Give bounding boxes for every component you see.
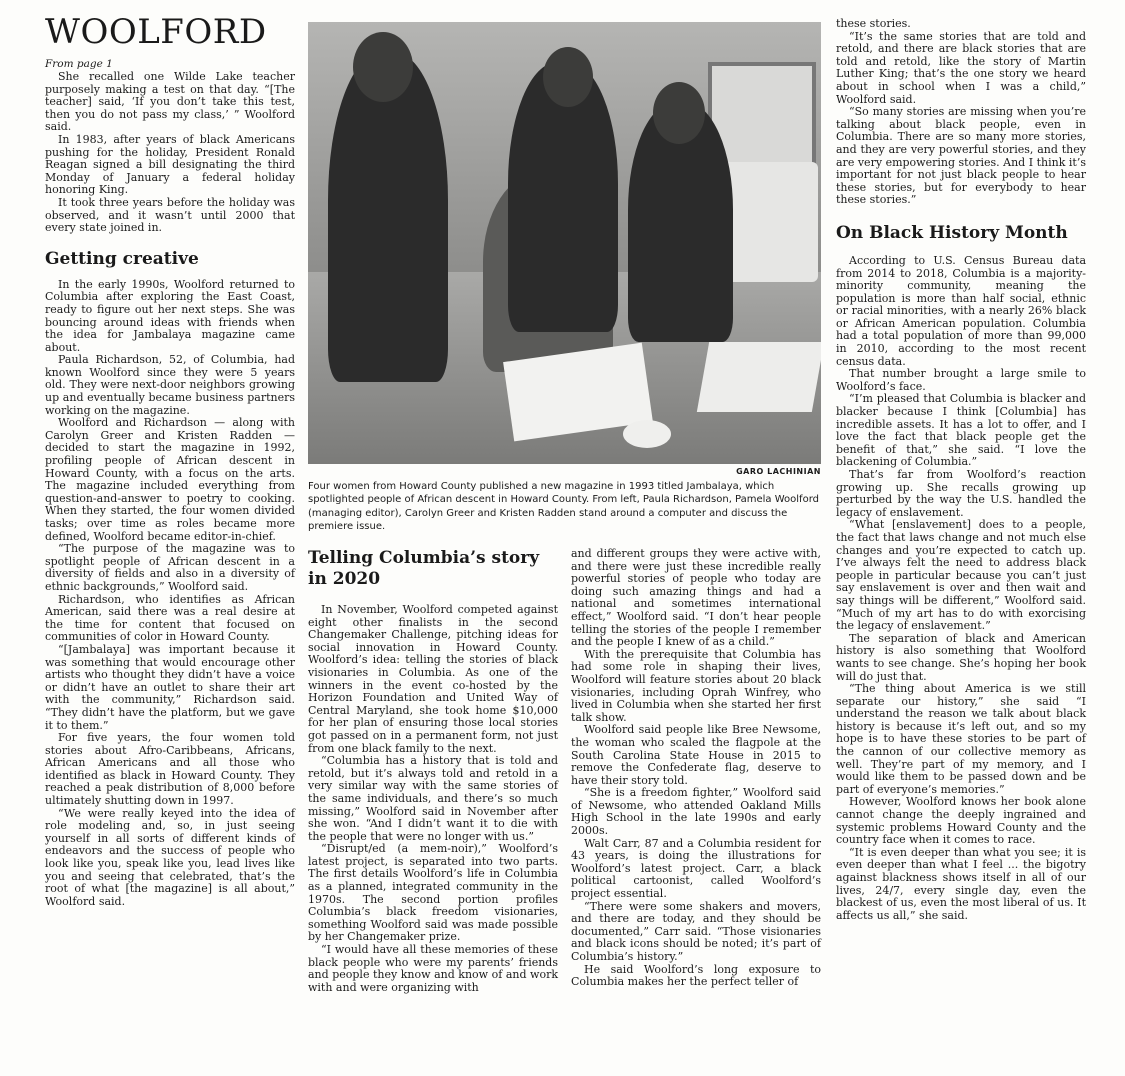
paragraph: He said Woolford’s long exposure to Columbia makes her the perfect teller of [571,962,821,989]
paragraph: In November, Woolford competed against eight other finalists in the second Changemaker Challenge, pitching ideas for social innovation in Howard County. Woolford’s idea: telling the stories of black visionaries in Columbia. As one of the winners in the event co-hosted by the Horizon Foundation and United Way of Central Maryland, she took home $10,000 for her plan of ensuring those local stories got passed on in a permanent form, not just from one black family to the next. [308,603,558,755]
column-3 [571,548,821,989]
paragraph: “What [enslavement] does to a people, the fact that laws change and not much else changes and you’re expected to catch up. I’ve always felt the need to address black people in particular because you can’t just say enslavement is over and then wait and say things will be different,” Woolford said. “Much of my art has to do with exorcising the legacy of enslavement.” [836,518,1086,633]
jump-line: From page 1 [45,58,113,70]
column-1 [45,0,295,908]
photo-keyboard [697,342,821,412]
paragraph: “Disrupt/ed (a mem-noir),” Woolford’s latest project, is separated into two parts. The first details Woolford’s life in Columbia as a planned, integrated community in the 1970s. The second portion profiles Columbia’s black freedom visionaries, something Woolford said was made possible by her Changemaker prize. [308,842,558,944]
paragraph: In 1983, after years of black Americans pushing for the holiday, President Ronald Reagan signed a bill designating the third Monday of January a federal holiday honoring King. [45,132,295,197]
paragraph: With the prerequisite that Columbia has had some role in shaping their lives, Woolford will feature stories about 20 black visionaries, including Oprah Winfrey, who lived in Columbia when she started her first talk show. [571,647,821,724]
photo-caption: Four women from Howard County published a new magazine in 1993 titled Jambalaya, which spotlighted people of African descent in Howard County. From left, Paula Richardson, Pamela Woolford (managing editor), Carolyn Greer and Kristen Radden stand around a computer and discuss the premiere issue. [308,481,819,533]
subhead-telling-columbias-story: Telling Columbia’s story in 2020 [308,548,540,589]
paragraph: “It is even deeper than what you see; it is even deeper than what I feel ... the bigotry against blackness shows itself in all of our lives, 24/7, every single day, even the blackest of us, even the most liberal of us. It affects us all,” she said. [836,845,1086,922]
paragraph: Woolford said people like Bree Newsome, the woman who scaled the flagpole at the South Carolina State House in 2015 to remove the Confederate flag, deserve to have their story told. [571,723,821,787]
paragraph: “The thing about America is we still separate our history,” she said “I understand the reason we talk about black history is because it’s left out, and so my hope is to have these stories to be part of the cannon of our collective memory as well. They’re part of my memory, and I would like them to be passed down and be part of everyone’s memories.” [836,682,1086,796]
paragraph: That’s far from Woolford’s reaction growing up. She recalls growing up perturbed by the way the U.S. handled the legacy of enslavement. [836,468,1086,519]
photo-mouse [623,420,671,448]
paragraph: However, Woolford knows her book alone cannot change the deeply ingrained and systemic problems Howard County and the country face when it comes to race. [836,795,1086,847]
paragraph: “I would have all these memories of these black people who were my parents’ friends and people they know and know of and work with and were organizing with [308,943,558,994]
subhead-getting-creative: Getting creative [45,248,199,269]
paragraph: “I’m pleased that Columbia is blacker and blacker because I think [Columbia] has incredible assets. It has a lot to offer, and I love the fact that black people get the benefit of that,” she said. “I love the blackening of Columbia.” [836,392,1086,469]
column-2 [308,548,558,994]
paragraph: It took three years before the holiday was observed, and it wasn’t until 2000 that every state joined in. [45,195,295,235]
photo-face-3 [543,47,593,107]
paragraph: “[Jambalaya] was important because it was something that would encourage other artists who thought they didn’t have a voice or didn’t have an outlet to share their art with the community,” Richardson said. “They didn’t have the platform, but we gave it to them.” [45,642,295,732]
paragraph: “She is a freedom fighter,” Woolford said of Newsome, who attended Oakland Mills High School in the late 1990s and early 2000s. [571,786,821,838]
paragraph: these stories. [836,17,911,30]
paragraph: That number brought a large smile to Woolford’s face. [836,367,1086,393]
paragraph: Walt Carr, 87 and a Columbia resident for 43 years, is doing the illustrations for Woolford’s latest project. Carr, a black political cartoonist, called Woolford’s project essential. [571,836,821,901]
paragraph: “Columbia has a history that is told and retold, but it’s always told and retold in a very similar way with the same stories of the same individuals, and there’s so much missing,” Woolford said in November after she won. “And I didn’t want it to die with the people that were no longer with us.” [308,754,558,843]
headline: WOOLFORD [45,12,267,52]
photo-face-4 [653,82,705,144]
subhead-black-history-month: On Black History Month [836,222,1068,243]
paragraph: She recalled one Wilde Lake teacher purposely making a test on that day. “[The teacher] said, ‘If you don’t take this test, then you do not pass my class,’ ” Woolford said. [45,70,295,134]
paragraph: For five years, the four women told stories about Afro-Caribbeans, Africans, African Americans and all those who identified as black in Howard County. They reached a peak distribution of 8,000 before ultimately shutting down in 1997. [45,731,295,808]
paragraph: “So many stories are missing when you’re talking about black people, even in Columbia. There are so many more stories, and they are very powerful stories, and they are very empowering stories. And I think it’s important for not just black people to hear these stories, but for everybody to hear these stories.” [836,105,1086,207]
photo-face-1 [353,32,413,102]
paragraph: Richardson, who identifies as African American, said there was a real desire at the time for content that focused on communities of color in Howard County. [45,592,295,644]
paragraph: The separation of black and American history is also something that Woolford wants to see change. She’s hoping her book will do just that. [836,631,1086,683]
paragraph: According to U.S. Census Bureau data from 2014 to 2018, Columbia is a majority-minority community, meaning the population is more than half social, ethnic or racial minorities, with a nearly 26% black or African American population. Columbia had a total population of more than 99,000 in 2010, according to the most recent census data. [836,253,1086,368]
paragraph: “The purpose of the magazine was to spotlight people of African descent in a diversity of fields and also in a diversity of ethnic backgrounds,” Woolford said. [45,542,295,593]
paragraph: In the early 1990s, Woolford returned to Columbia after exploring the East Coast, ready to figure out her next steps. She was bouncing around ideas with friends when the idea for Jambalaya magazine came about. [45,277,295,354]
paragraph: “It’s the same stories that are told and retold, and there are black stories that are told and retold, like the story of Martin Luther King; that’s the one story we heard about in school when I was a child,” Woolford said. [836,29,1086,106]
photo-credit: GARO LACHINIAN [736,467,821,476]
paragraph: “We were really keyed into the idea of role modeling and, so, in just seeing yourself in all sorts of different kinds of endeavors and the success of people who look like you, speak like you, lead lives like you and seeing that celebrated, that’s the root of what [the magazine] is all about,” Woolford said. [45,806,295,908]
paragraph: Paula Richardson, 52, of Columbia, had known Woolford since they were 5 years old. They were next-door neighbors growing up and eventually became business partners working on the magazine. [45,353,295,417]
paragraph: “There were some shakers and movers, and there are today, and they should be documented,” Carr said. “Those visionaries and black icons should be noted; it’s part of Columbia’s history.” [571,899,821,963]
column-4 [836,0,1086,922]
news-photo [308,22,821,464]
paragraph: and different groups they were active with, and there were just these incredible really powerful stories of people who today are doing such amazing things and had a national and sometimes international effect,” Woolford said. “I don’t hear people telling the stories of the people I remember and the people I knew of as a child.” [571,547,821,649]
paragraph: Woolford and Richardson — along with Carolyn Greer and Kristen Radden — decided to start the magazine in 1992, profiling people of African descent in Howard County, with a focus on the arts. The magazine included everything from question-and-answer to poetry to cooking. When they started, the four women divided tasks; over time as roles became more defined, Woolford became editor-in-chief. [45,416,295,543]
